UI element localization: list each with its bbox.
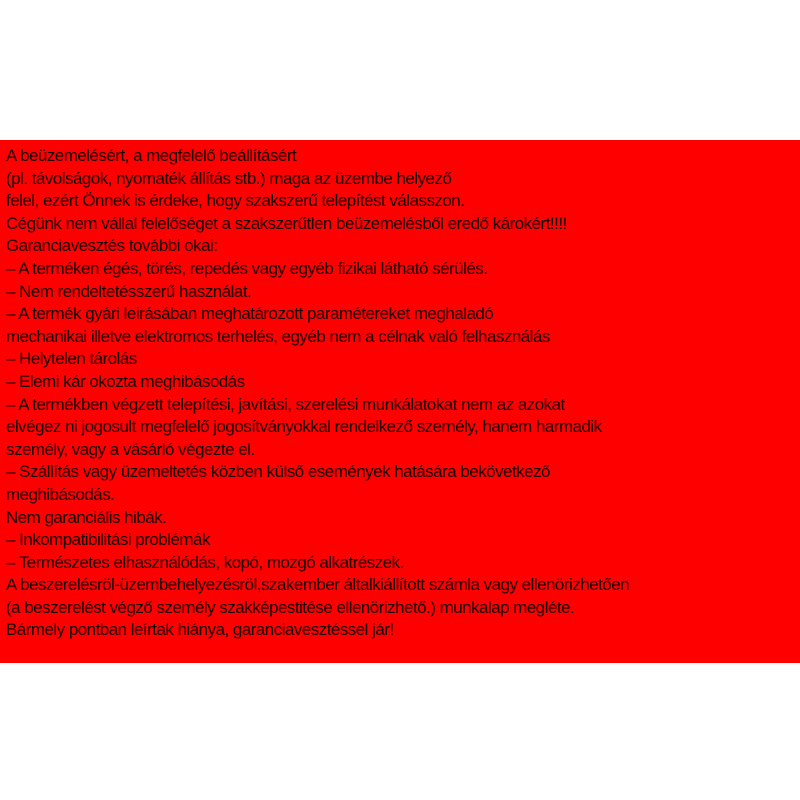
notice-line: – Természetes elhasználódás, kopó, mozgó alkatrészek. <box>6 552 404 572</box>
notice-line: felel, ezért Önnek is érdeke, hogy szakszerű telepítést válasszon. <box>6 191 465 211</box>
warranty-notice-text <box>6 145 800 642</box>
notice-line: Nem garanciális hibák. <box>6 507 167 527</box>
notice-line: – Helytelen tárolás <box>6 349 137 369</box>
notice-line: – A termékben végzett telepítési, javítási, szerelési munkálatokat nem az azokat <box>6 394 565 414</box>
notice-line: személy, vagy a vásárló végezte el. <box>6 439 255 459</box>
notice-line: – A terméken égés, törés, repedés vagy egyéb fizikai látható sérülés. <box>6 258 488 278</box>
notice-line: A beüzemelésért, a megfelelő beállításért <box>6 146 297 165</box>
notice-line: mechanikai illetve elektromos terhelés, egyéb nem a célnak való felhasználás <box>6 326 550 346</box>
notice-line: – Inkompatibilitási problémák <box>6 530 210 550</box>
notice-line: – Nem rendeltetésszerű használat. <box>6 281 252 301</box>
notice-line: – Szállítás vagy üzemeltetés közben külső események hatására bekövetkező <box>6 462 550 482</box>
notice-line: meghibásodás. <box>6 484 115 504</box>
notice-line: Bármely pontban leírtak hiánya, garanciavesztéssel jár! <box>6 620 394 640</box>
notice-line: Cégünk nem vállal felelőséget a szakszerűtlen beüzemelésből eredő károkért!!!! <box>6 213 567 233</box>
notice-line: A beszerelésröl-üzembehelyezésröl,szakember általkiállított számla vagy ellenörizhetően <box>6 575 630 595</box>
notice-line: (pl. távolságok, nyomaték állítás stb.) maga az üzembe helyező <box>6 168 452 188</box>
notice-line: (a beszerelést végző személy szakképestitése ellenörizhető.) munkalap megléte. <box>6 597 575 617</box>
notice-line: elvégez ni jogosult megfelelő jogosítványokkal rendelkező személy, hanem harmadik <box>6 417 602 437</box>
notice-line: – A termék gyári leirásában meghatározott paramétereket meghaladó <box>6 304 494 324</box>
notice-line: – Elemi kár okozta meghibásodás <box>6 371 245 391</box>
warranty-notice-panel <box>0 140 800 663</box>
notice-line: Garanciavesztés további okai: <box>6 236 218 256</box>
